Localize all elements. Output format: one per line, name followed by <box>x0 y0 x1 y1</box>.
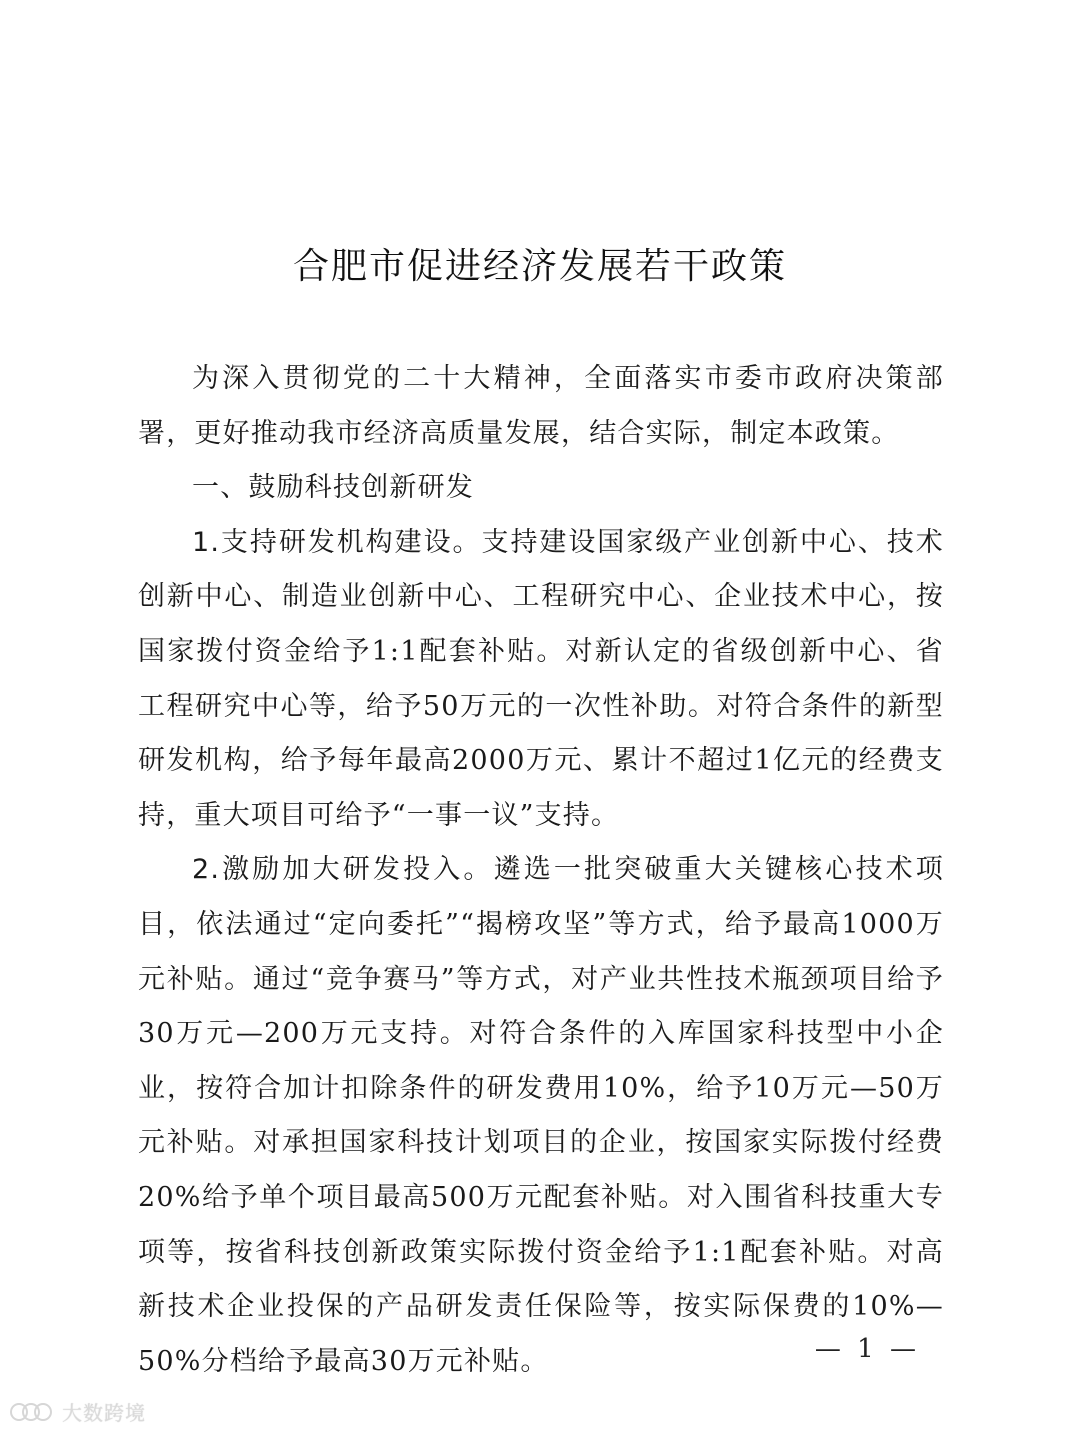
item-1-paragraph <box>138 516 944 844</box>
intro-paragraph: 为深入贯彻党的二十大精神，全面落实市委市政府决策部署，更好推动我市经济高质量发展，结合实际，制定本政策。 <box>138 363 944 449</box>
document-body <box>138 352 944 1389</box>
item-2-lead: 2.激励加大研发投入。 <box>192 854 494 886</box>
brand-logo-icon <box>10 1400 56 1424</box>
document-title: 合肥市促进经济发展若干政策 <box>292 246 787 287</box>
item-1-lead: 1.支持研发机构建设。 <box>192 526 482 558</box>
page-number: — 1 — <box>814 1334 920 1364</box>
watermark <box>10 1397 146 1426</box>
item-1-body: 支持建设国家级产业创新中心、技术创新中心、制造业创新中心、工程研究中心、企业技术中心，按国家拨付资金给予1:1配套补贴。对新认定的省级创新中心、省工程研究中心等，给予50万元的一次性补助。对符合条件的新型研发机构，给予每年最高2000万元、累计不超过1亿元的经费支持，重大项目可给予“一事一议”支持。 <box>138 526 944 831</box>
watermark-text: 大数跨境 <box>62 1401 146 1425</box>
item-2-paragraph <box>138 843 944 1389</box>
section-heading: 一、鼓励科技创新研发 <box>192 472 474 504</box>
item-2-body: 遴选一批突破重大关键核心技术项目，依法通过“定向委托”“揭榜攻坚”等方式，给予最高1000万元补贴。通过“竞争赛马”等方式，对产业共性技术瓶颈项目给予30万元—200万元支持。对符合条件的入库国家科技型中小企业，按符合加计扣除条件的研发费用10%，给予10万元—50万元补贴。对承担国家科技计划项目的企业，按国家实际拨付经费20%给予单个项目最高500万元配套补贴。对入围省科技重大专项等，按省科技创新政策实际拨付资金给予1:1配套补贴。对高新技术企业投保的产品研发责任保险等，按实际保费的10%—50%分档给予最高30万元补贴。 <box>138 854 944 1377</box>
